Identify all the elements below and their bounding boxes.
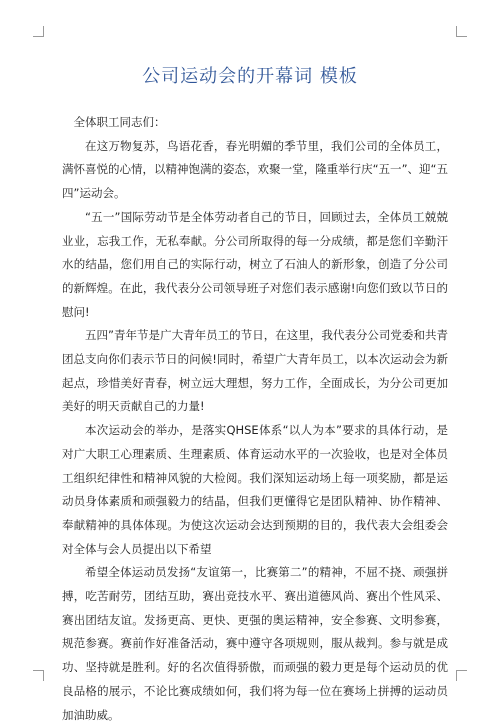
paragraph: 五四”青年节是广大青年员工的节日，在这里，我代表分公司党委和共青团总支向你们表示节日的问候!同时，希望广大青年员工，以本次运动会为新起点，珍惜美好青春，树立远大理想，努力工作，全面成长，为分公司更加美好的明天贡献自己的力量! bbox=[62, 328, 448, 414]
paragraph: “五一”国际劳动节是全体劳动者自己的节日，回顾过去，全体员工兢兢业业，忘我工作，无私奉献。分公司所取得的每一分成绩，都是您们辛勤汗水的结晶，您们用自己的实际行动，树立了石油人的新形象，创造了分公司的新辉煌。在此，我代表分公司领导班子对您们表示感谢!向您们致以节日的慰问! bbox=[62, 209, 448, 319]
crop-mark-bottom-right bbox=[456, 670, 467, 681]
greeting: 全体职工同志们： bbox=[73, 115, 166, 129]
document-title: 公司运动会的开幕词 模板 bbox=[142, 66, 358, 87]
document-body bbox=[62, 111, 448, 727]
paragraph: 在这万物复苏，鸟语花香，春光明媚的季节里，我们公司的全体员工，满怀喜悦的心情，以精神饱满的姿态，欢聚一堂，隆重举行庆“五一”、迎“五四”运动会。 bbox=[62, 138, 448, 201]
crop-mark-bottom-left bbox=[33, 670, 44, 681]
paragraph: 本次运动会的举办，是落实QHSE体系“以人为本”要求的具体行动，是对广大职工心理素质、生理素质、体育运动水平的一次验收，也是对全体员工组织纪律性和精神风貌的大检阅。我们深知运动场上每一项奖励，都是运动员身体素质和顽强毅力的结晶，但我们更懂得它是团队精神、协作精神、奉献精神的具体体现。为使这次运动会达到预期的目的，我代表大会组委会对全体与会人员提出以下希望 bbox=[62, 423, 448, 556]
crop-mark-top-right bbox=[456, 26, 467, 37]
crop-mark-top-left bbox=[33, 26, 44, 37]
paragraph: 希望全体运动员发扬“友谊第一，比赛第二”的精神，不屈不挠、顽强拼搏，吃苦耐劳，团结互助，赛出竞技水平、赛出道德风尚、赛出个性风采、赛出团结友谊。发扬更高、更快、更强的奥运精神，安全参赛、文明参赛，规范参赛。赛前作好准备活动，赛中遵守各项规则，服从裁判。参与就是成功、坚持就是胜利。好的名次值得骄傲，而顽强的毅力更是每个运动员的优良品格的展示，不论比赛成绩如何，我们将为每一位在赛场上拼搏的运动员加油助威。 bbox=[62, 565, 448, 722]
